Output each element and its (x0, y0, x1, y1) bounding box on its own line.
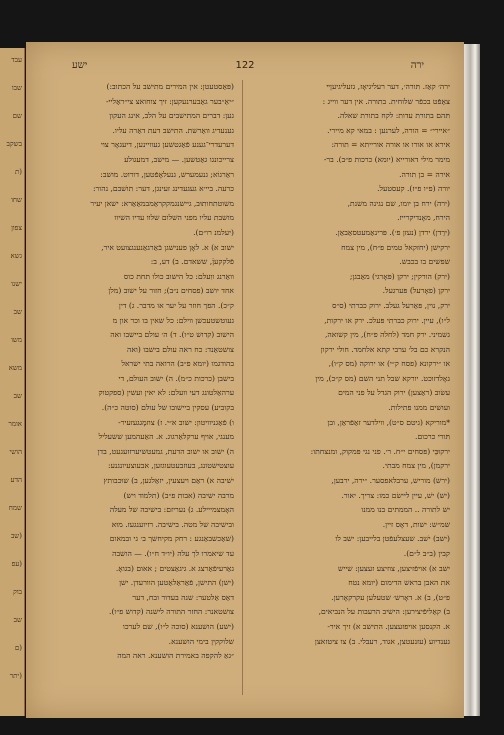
text-line: ״גאַ להקפה באמירת הושענא. ראה המה (117, 651, 234, 661)
text-line: ירק, נוין, פּאַרעל געלב. ירוק כברתי (ס״ס (332, 300, 450, 310)
text-line: (ירש) מוריש, ערבלאפסער. ״ירה, ירבען, (331, 476, 450, 486)
margin-fragment: עבד (11, 56, 22, 64)
column-right (252, 80, 450, 700)
text-line: גאָלדזוכט. יורקא שבל תני השם (מס ק״כ), מין (315, 373, 450, 383)
margin-fragment: בוק (13, 588, 22, 596)
text-line: כרעה. ביי׳א געגעדינג זעינגן, דער: תושׁבם, נהור: (93, 184, 234, 194)
text-line: ירקמן), מין צמח מבתי. (382, 461, 450, 471)
text-line: צרייכונגו גאַטשען. — מישב, דמעגולע (124, 154, 234, 164)
margin-fragment: משו (11, 336, 22, 344)
text-line: ובישיבה של מטה. בישיבה. רזיוענגעז. מוּא (111, 519, 234, 529)
margin-fragment: משא (8, 364, 22, 372)
text-line: גשמיני. ירק חמד (לחלה פ״ח), מין קשואה, (325, 330, 450, 340)
margin-fragment: (יתר (9, 672, 22, 680)
text-line: שמ״ש: ישות, דאָס זיין. (382, 519, 450, 529)
text-line: גען: דברים המתישבים על הלב, אינג העקון (109, 111, 234, 121)
text-line: (ירֵדן) ירדן (נעזן פ׳). פּרינאַמעטסאַבאַן. (335, 227, 450, 237)
margin-fragment: צפון (11, 224, 22, 232)
margin-fragment: גשא (10, 252, 22, 260)
text-line: מושבת עליו מפני השלום שלוו עדיו השיוו (114, 213, 234, 223)
margin-fragment: הושי (9, 448, 22, 456)
text-line: ״יאַ״בער גאַבערנעקען: זיך צוחואצ צי״ראַליי- (105, 96, 234, 106)
margin-fragment: (ת (15, 168, 22, 176)
text-line: או ״ירקונא (פסח ק״י) או ירוקה (מס ק״ו), (328, 359, 450, 369)
text-line: דערעדרי־גענע פֿאַגטשען געוויינען, דיעגאָר צוי (100, 140, 234, 150)
text-line: *מוריקא (גיטם ס״ט), ווילדער זאַפֿראַן, ובן (327, 417, 450, 427)
text-line: מרבה ישיבה (אבות פ״ב) (תלמוד ויש) (123, 490, 234, 500)
text-line: (יעלמנ רו״ם). (193, 227, 234, 237)
text-line: (ישב) ישׁב. שעצלעפֿטן בלייבען: ישב לו (335, 534, 450, 544)
text-line: ועושים ממנו פתילות. (388, 403, 450, 413)
dictionary-page (26, 42, 464, 718)
text-line: מענגי, אויף ערקלאַרגוג. א. האַעהמען ששעליל (98, 432, 234, 442)
margin-fragment: אומר (8, 420, 22, 428)
text-line: צאַפֿט בכפֿר שלוחית. בתורה. אין דער ווייג : (322, 96, 450, 106)
text-line: האָמצמייילע. ג) נעריזם: בישיבה של מעלה (109, 505, 234, 515)
text-line: בהודגמו (יומא פ״ב) הרואה בתי ישראל (121, 359, 234, 369)
page-number: 122 (235, 60, 255, 71)
text-line: צושטאנר: החזר התורה לישנה (קדוש פ״ו). (109, 607, 234, 617)
margin-fragment: שב (13, 308, 22, 316)
margin-fragment: שם (12, 112, 22, 120)
text-line: ישׁיבה א) ראַם ויעצעין, יזאַלגען, ב) שוּכבותץ (103, 476, 234, 486)
text-line: אחד יושב (פסחים נ״ב); חזור על ישוב (מלן (108, 286, 234, 296)
margin-fragment: שב (13, 392, 22, 400)
text-line: ״איירי״ = הורה, לערנען : במאי קא מיירי. (327, 125, 450, 135)
text-line: ה) ישוב או ישוב הדעת, גמעטשיערזזעגעט, בדן (97, 446, 234, 456)
margin-fragment: (עפ (11, 560, 22, 568)
margin-fragment: (ם (14, 644, 22, 652)
adjacent-page-edge (0, 48, 25, 716)
margin-fragment: שבו (11, 84, 22, 92)
text-line: עוצטישטונג, בעוזבעטעוגזען, אבעוצעיונגנע: (108, 461, 234, 471)
margin-fragment: ישנו (11, 280, 22, 288)
text-line: בישבן (כרכות כ״מ). ה) ישוב העולם, די (118, 373, 234, 383)
text-line: גענעדיג וואַרשת. התישב דעת דאַרה עליו. (112, 125, 234, 135)
margin-fragment: (שב (10, 532, 22, 540)
margin-fragment: שמח (8, 504, 22, 512)
margin-fragment: הדע (10, 476, 22, 484)
text-line: (שאַכשבאַנגע : רחק מקיחשך ב׳ גי ובמאום (109, 534, 234, 544)
column-divider (242, 80, 243, 695)
text-line: ק״כ). הפך חוזר על יער או מדבר. ג) דין (118, 300, 234, 310)
text-line: אירא או אורו או אורה אורייתא = תורה: (331, 140, 450, 150)
text-line: בקוביע) עסקין ביישובו של עולם (סוטה כ״ה). (101, 403, 234, 413)
margin-fragment: שחו (11, 196, 22, 204)
text-line: ו) פֿאַגניוויטון: ישוב א״י. ז) צוזמָגגעזעיר- (118, 417, 234, 427)
text-line: פ״ט), ב) א. דאָרש׳ שטעלען עקרקאָרען. (331, 592, 450, 602)
text-line: ירקישן (יחזקאל טמים פ״ח), מין צמח (341, 242, 450, 252)
text-line: (ישע) הושענא (סוכה ל״ו), שם לערכו (122, 621, 234, 631)
text-line: דאַס אַלטער: שנה בעדור ובח, דער (132, 592, 234, 602)
text-line: שפשים בו בכבש. (399, 257, 450, 267)
text-line: הישוב (קדוש ט״ו). ד) ה׳ עולם ביישבו ואה (110, 330, 234, 340)
margin-fragment: שב (13, 616, 22, 624)
text-line: עד שיאמרו לך עלה (יו״ד ח״ו). — הושבה (112, 549, 234, 558)
text-line: גענדיוע (עזנעטצן, אגוד, רעבלי. ב) צו ציטזאצן (314, 636, 450, 646)
text-line: תּהם בתורת עדות: לקח בתורת שאלה. (337, 111, 450, 121)
text-line: ב) קאַליפֿיצירען: הישיב הרעבות על הנביאים, (318, 607, 450, 617)
text-line: (ירה) ירח בן יומו, שם נגינה משנת, (347, 198, 450, 208)
text-line: ישב א) אויפֿזיצען, צוזיצע זעצען: שייש (337, 563, 450, 573)
text-line: וואַרנג ווִעלם: כל הישוב כולו תחת כוס (123, 271, 234, 281)
text-line: הירח, מאָנדיקרייז. (397, 213, 450, 223)
text-line: א. הקנסען אויפזעצען. התישב א) זיך איר- (327, 621, 450, 631)
text-line: יש לתורה .. הממתים בנו ממנו (361, 505, 450, 515)
text-line: ערהאַלטונג דעי וועלם: לא יאין ועשין (ספקטוק (98, 388, 234, 398)
text-line: שלוקקין בימי הושענא. (168, 636, 234, 646)
text-line: ירקוּבֵּי (פּסחים י״ח. ר׳. פני נגי פּמקוק, ומנצחתו: (310, 446, 450, 456)
text-line: ירקן (פאָרעל) פּערגעל. (382, 286, 450, 296)
text-line: יורה (פ״ו פ״ז). קעסטעל. (377, 184, 450, 194)
text-line: ישוב א) א. לאָן פענישגן בֿאַרגאַנענגצועט איר, (101, 242, 234, 252)
column-left (36, 80, 234, 700)
text-line: את האבן בראש הדימום (יומא נטח (348, 578, 450, 588)
book-page-edges (464, 44, 480, 716)
text-line: משוטתחותוּב, גיישנגמקקראַמבמאַאַרא: ישאן יעיר (90, 198, 234, 208)
text-line: (ירק) הורקין; ירקן (פּאָרגי) מאַבגן; (349, 271, 450, 281)
text-line: קבין (ב״ב ל״ם). (403, 549, 450, 558)
text-line: געוטשטעכשן ווילם: כל שאין בו וכר און מ (112, 315, 234, 325)
text-line: פֿלקקעןֿ, ששאדם. ב) דע, ב: (150, 257, 234, 267)
text-line: תּורי כרכום. (415, 432, 450, 442)
text-line: מימר מילי דאורייא (יומא) כרכות פ״ב). בר- (323, 154, 450, 164)
page-header (26, 60, 464, 76)
text-line: ירה׳ קאַז. תּורה׳, דער רעליגיאָז, גזעליגיעןײ (326, 82, 450, 91)
text-line: אירה = בן תורה. (399, 169, 450, 179)
text-line: ראַרגוֹא; גנעמערש, גנעלאָפֿטען, דורוט. מושב: (100, 169, 234, 179)
text-line: עשׂוב (ראַצען) ירוק הגדל על פני המים (338, 388, 450, 398)
text-line: גאַרעיפֿאַרצג א. גיגאַצטים ; אאום (בגואָ. (115, 563, 234, 573)
guide-word-right: ירה (410, 60, 424, 71)
text-line: (ישן) התישן, פֿאַראַלאַטען הוורעדן. ישן (119, 578, 234, 588)
text-line: צושטאַנד: כח ראה עולם בישבו (ואה (126, 344, 234, 354)
guide-word-left: ישע (72, 60, 88, 71)
text-line: (יש) ישׁ, עיין ליישׂם כמו: צריך. יאור. (341, 490, 450, 500)
text-line: ל״ו), עיין. ירוק כברתי פּעלכ. ירק או ירקות, (324, 315, 450, 325)
text-line: הנקרא כם בל׳ ערבי קתא אלחמד. חולי ירקון (320, 344, 450, 354)
margin-fragment: בשקב (6, 140, 22, 148)
text-line: (פּאַסטעטן: אין המירים מתישב על הכתוב:) (106, 82, 234, 91)
